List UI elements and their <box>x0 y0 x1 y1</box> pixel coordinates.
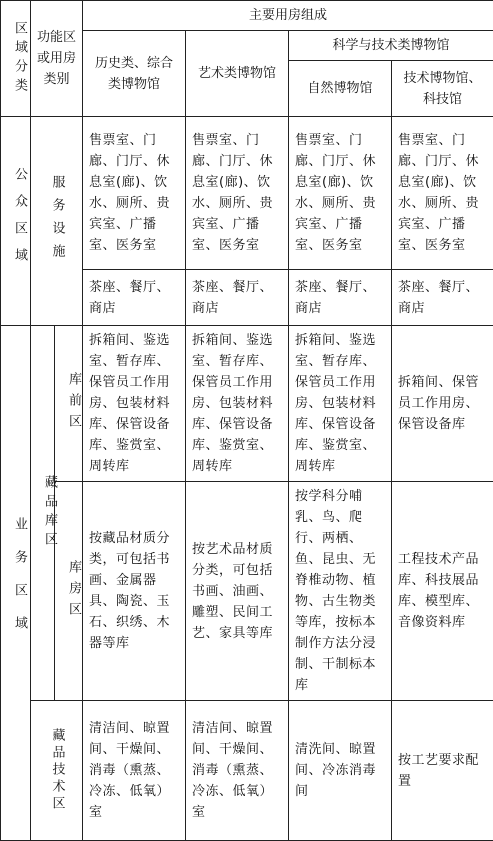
front-zone-label <box>55 326 83 482</box>
storage-zone-text: 藏品库区 <box>42 475 57 551</box>
warehouse-rooms-history <box>83 482 186 701</box>
header-natural-text: 自然博物馆 <box>307 81 373 96</box>
warehouse-rooms-art-text: 按艺术品材质分类，可包括书画、油画、雕塑、民间工艺、家具等库 <box>192 541 274 641</box>
warehouse-rooms-natural <box>289 482 392 701</box>
shop-rooms-natural-text: 茶座、餐厅、商店 <box>295 279 377 316</box>
header-region-class-text: 区域分类 <box>12 20 27 97</box>
header-history-museum <box>83 31 186 117</box>
header-function-text: 功能区或用房类别 <box>37 30 77 87</box>
header-natural-museum <box>289 61 392 117</box>
public-zone-label <box>1 117 31 326</box>
front-rooms-natural <box>289 326 392 482</box>
header-tech-text: 技术博物馆、科技馆 <box>403 70 482 107</box>
service-rooms-history-text: 售票室、门廊、门厅、休息室(廊)、饮水、厕所、贵宾室、广播室、医务室 <box>89 133 171 253</box>
front-rooms-tech-text: 拆箱间、保管员工作用房、保管设备库 <box>398 375 480 432</box>
service-facilities-text: 服务设施 <box>49 175 65 267</box>
service-rooms-tech-text: 售票室、门廊、门厅、休息室(廊)、饮水、厕所、贵宾室、广播室、医务室 <box>398 133 480 253</box>
service-rooms-natural-text: 售票室、门廊、门厅、休息室(廊)、饮水、厕所、贵宾室、广播室、医务室 <box>295 133 377 253</box>
header-main-rooms <box>83 1 493 31</box>
front-rooms-tech <box>392 326 493 482</box>
business-zone-text: 业务区域 <box>12 517 27 649</box>
front-rooms-art <box>186 326 289 482</box>
tech-rooms-art-text: 清洁间、晾置间、干燥间、消毒（熏蒸、冷冻、低氧）室 <box>192 721 274 820</box>
front-rooms-history <box>83 326 186 482</box>
shop-rooms-art-text: 茶座、餐厅、商店 <box>192 279 274 316</box>
service-facilities-label <box>31 117 83 326</box>
front-zone-text: 库前区 <box>66 372 81 435</box>
header-art-text: 艺术类博物馆 <box>198 66 277 81</box>
tech-zone-text: 藏品技术区 <box>49 728 65 813</box>
front-rooms-history-text: 拆箱间、鉴选室、暂存库、保管员工作用房、包装材料库、保管设备库、鉴赏室、周转库 <box>89 333 171 474</box>
shop-rooms-tech-text: 茶座、餐厅、商店 <box>398 279 480 316</box>
business-zone-label <box>1 326 31 841</box>
header-region-class <box>1 1 31 117</box>
warehouse-rooms-tech-text: 工程技术产品库、科技展品库、模型库、音像资料库 <box>398 552 480 630</box>
tech-rooms-history-text: 清洁间、晾置间、干燥间、消毒（熏蒸、冷冻、低氧）室 <box>89 721 171 820</box>
warehouse-rooms-history-text: 按藏品材质分类，可包括书画、金属器具、陶瓷、玉石、织绣、木器等库 <box>89 531 171 651</box>
shop-rooms-natural <box>289 270 392 326</box>
front-rooms-natural-text: 拆箱间、鉴选室、暂存库、保管员工作用房、包装材料库、保管设备库、鉴赏室、周转库 <box>295 333 377 474</box>
tech-rooms-tech <box>392 701 493 841</box>
header-history-text: 历史类、综合类博物馆 <box>95 55 174 92</box>
storage-zone-label <box>31 326 55 701</box>
header-tech-museum <box>392 61 493 117</box>
tech-rooms-art <box>186 701 289 841</box>
service-rooms-art-text: 售票室、门廊、门厅、休息室(廊)、饮水、厕所、贵宾室、广播室、医务室 <box>192 133 274 253</box>
header-science-text: 科学与技术类博物馆 <box>332 38 450 53</box>
tech-zone-label <box>31 701 83 841</box>
shop-rooms-history <box>83 270 186 326</box>
header-science-group <box>289 31 493 61</box>
service-rooms-tech <box>392 117 493 270</box>
public-zone-text: 公众区域 <box>12 167 27 275</box>
shop-rooms-art <box>186 270 289 326</box>
tech-rooms-history <box>83 701 186 841</box>
front-rooms-art-text: 拆箱间、鉴选室、暂存库、保管员工作用房、包装材料库、保管设备库、鉴赏室、周转库 <box>192 333 274 474</box>
warehouse-zone-text: 库房区 <box>66 559 81 623</box>
warehouse-rooms-tech <box>392 482 493 701</box>
tech-rooms-tech-text: 按工艺要求配置 <box>398 752 480 789</box>
shop-rooms-history-text: 茶座、餐厅、商店 <box>89 279 171 316</box>
header-main-rooms-text: 主要用房组成 <box>249 8 328 23</box>
service-rooms-natural <box>289 117 392 270</box>
warehouse-rooms-natural-text: 按学科分哺乳、鸟、爬行、两栖、鱼、昆虫、无脊椎动物、植物、古生物类等库，按标本制作方法分浸制、干制标本库 <box>295 489 377 693</box>
tech-rooms-natural <box>289 701 392 841</box>
service-rooms-art <box>186 117 289 270</box>
warehouse-rooms-art <box>186 482 289 701</box>
shop-rooms-tech <box>392 270 493 326</box>
header-art-museum <box>186 31 289 117</box>
header-function-or-room <box>31 1 83 117</box>
tech-rooms-natural-text: 清洗间、晾置间、冷冻消毒间 <box>295 742 377 799</box>
service-rooms-history <box>83 117 186 270</box>
